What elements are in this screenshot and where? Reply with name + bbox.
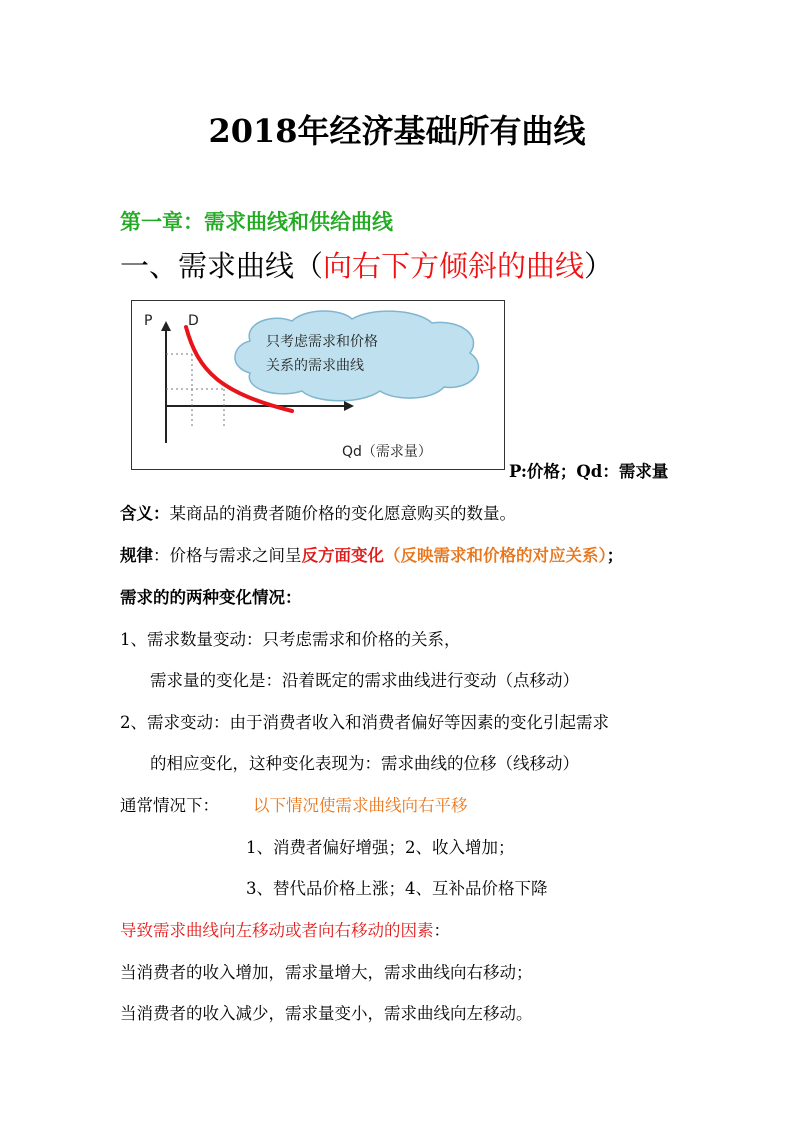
shift-factors-line1: 1、消费者偏好增强；2、收入增加；	[246, 838, 515, 857]
section-highlight: 向右下方倾斜的曲线	[323, 249, 585, 283]
normal-label: 通常情况下：	[120, 796, 219, 815]
meaning-text: 某商品的消费者随价格的变化愿意购买的数量。	[169, 504, 516, 523]
factors-highlight: 导致需求曲线向左移动或者向右移动的因素	[120, 921, 434, 940]
rule-text: ：价格与需求之间呈	[153, 546, 302, 565]
rule-paren: （反映需求和价格的对应关系）	[384, 546, 607, 565]
normal-highlight: 以下情况使需求曲线向右平移	[253, 796, 468, 815]
income-decrease-line: 当消费者的收入减少，需求量变小，需求曲线向左移动。	[120, 1004, 533, 1023]
normal-line	[120, 795, 219, 817]
section-suffix: ）	[584, 249, 614, 283]
section-heading	[120, 244, 613, 285]
cloud-text-line1: 只考虑需求和价格	[266, 334, 378, 350]
case1-line1: 1、需求数量变动：只考虑需求和价格的关系，	[120, 630, 461, 649]
demand-curve-figure	[131, 300, 505, 470]
y-axis-arrow	[161, 321, 171, 331]
income-increase-line: 当消费者的收入增加，需求量增大，需求曲线向右移动；	[120, 963, 533, 982]
case1-line2: 需求量的变化是：沿着既定的需求曲线进行变动（点移动）	[150, 671, 579, 690]
case2-line2: 的相应变化，这种变化表现为：需求曲线的位移（线移动）	[150, 754, 579, 773]
figure-legend: P:价格；Qd：需求量	[509, 462, 669, 481]
rule-line	[120, 545, 623, 567]
shift-factors-line2: 3、替代品价格上涨；4、互补品价格下降	[246, 879, 548, 898]
axis-p-label: P	[144, 313, 153, 329]
cloud-text-line2: 关系的需求曲线	[266, 358, 364, 374]
rule-end: ；	[606, 546, 624, 565]
factors-colon: ：	[433, 921, 450, 940]
meaning-line	[120, 503, 516, 525]
curve-d-label: D	[188, 313, 199, 329]
rule-label: 规律	[120, 546, 153, 565]
factors-heading	[120, 920, 450, 942]
case2-line1: 2、需求变动：由于消费者收入和消费者偏好等因素的变化引起需求	[120, 713, 609, 732]
section-prefix: 一、需求曲线（	[120, 249, 324, 283]
chapter-heading: 第一章：需求曲线和供给曲线	[120, 209, 393, 234]
x-axis-arrow	[344, 401, 354, 411]
two-cases-heading: 需求的的两种变化情况：	[120, 588, 302, 607]
page-title: 2018年经济基础所有曲线	[208, 112, 586, 150]
meaning-label: 含义：	[120, 504, 170, 523]
rule-highlight: 反方面变化	[301, 546, 384, 565]
x-axis-label: Qd（需求量）	[342, 444, 432, 460]
